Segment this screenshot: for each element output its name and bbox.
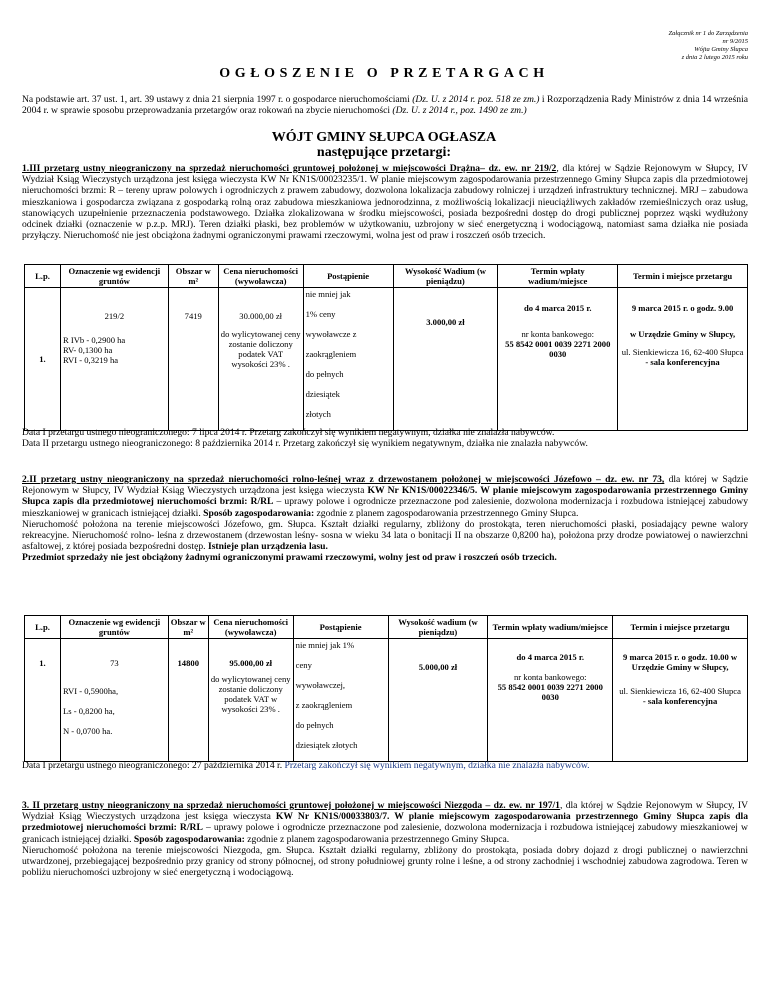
th-postapienie: Postąpienie <box>303 265 393 288</box>
deposit-value: 3.000,00 zł <box>426 317 465 327</box>
section-1-note-1: Data I przetargu ustnego nieograniczonego: 7 lipca 2014 r. Przetarg zakończył się wynikiem negatywnym, działka nie znalazła nabywców. <box>22 427 555 438</box>
annex-line: Wójta Gminy Słupca <box>694 46 748 53</box>
th-postapienie: Postąpienie <box>293 616 388 639</box>
intro-text: i Rozporządzenia Rady Ministrów z dnia 14 września 2004 r. w sprawie sposobu przeprowadzania przetargów oraz rokowań na zbycie nieruchomości <box>22 94 748 117</box>
th-wadium: Wysokość wadium (w pieniądzu) <box>388 616 488 639</box>
cell-lp <box>25 639 61 762</box>
section-2-kw: KW Nr KN1S/00022346/5. W planie miejscowym zagospodarowania przestrzennego Gminy Słupca zapis dla przedmiotowej nieruchomości brzmi: R/RL <box>22 485 748 508</box>
section-3-body: zgodnie z planem zagospodarowania przestrzennego Gminy Słupca. <box>244 833 510 845</box>
increment-line: nie mniej jak <box>305 289 351 299</box>
intro-ref: (Dz. U. z 2014 r., poz. 1490 ze zm.) <box>392 105 527 117</box>
increment-line: wywoławcze z <box>305 329 357 339</box>
th-oznaczenie: Oznaczenie wg ewidencji gruntów <box>60 265 168 288</box>
price-note: do wylicytowanej ceny zostanie doliczony podatek VAT w wysokości 23% . <box>210 674 291 714</box>
section-2-note-result: Przetarg zakończył się wynikiem negatywnym, działka nie znalazła nabywców. <box>284 760 590 771</box>
cell-oznaczenie <box>60 288 168 431</box>
cell-postapienie <box>303 288 393 431</box>
th-cena: Cena nieruchomości (wywoławcza) <box>218 265 303 288</box>
cell-termin-wplaty <box>488 639 613 762</box>
deposit-place: nr konta bankowego: <box>521 329 595 339</box>
document-title: OGŁOSZENIE O PRZETARGACH <box>219 66 549 81</box>
section-3-body: – uprawy polowe i ogrodnicze przeznaczone pod zalesienie, dozwolona modernizacja i rozbudowa istniejącej zabudowy mieszkaniowej w granicach istniejącej działki. <box>22 822 748 845</box>
auction-date: 9 marca 2015 r. o godz. 9.00 <box>631 303 734 313</box>
section-3-body: , dla której w Sądzie Rejonowym w Słupcy, IV Wydział Ksiąg Wieczystych urządzona jest księga wieczysta <box>22 800 748 823</box>
increment-line: dziesiątek <box>305 389 340 399</box>
deposit-date: do 4 marca 2015 r. <box>523 303 592 313</box>
section-3-text <box>22 800 748 878</box>
cell-wadium <box>393 288 498 431</box>
cell-termin <box>613 639 748 762</box>
section-2-note-date: Data I przetargu ustnego nieograniczonego: 27 października 2014 r. <box>22 760 285 771</box>
price-value: 95.000,00 zł <box>229 658 273 668</box>
annex-line: z dnia 2 lutego 2015 roku <box>681 54 748 61</box>
parcel-number: 73 <box>110 658 119 668</box>
heading-sub: następujące przetargi: <box>316 145 452 160</box>
table-header-row <box>25 265 748 288</box>
price-note: do wylicytowanej ceny zostanie doliczony podatek VAT wysokości 23% . <box>220 329 301 369</box>
increment-line: ceny <box>295 660 312 670</box>
table-header-row <box>25 616 748 639</box>
th-termin: Termin i miejsce przetargu <box>613 616 748 639</box>
increment-line: 1% ceny <box>305 309 336 319</box>
cell-obszar <box>168 639 208 762</box>
increment-line: złotych <box>305 409 331 419</box>
annex-line: nr 9/2015 <box>722 38 748 45</box>
area-value: 7419 <box>184 311 202 321</box>
table-2 <box>24 615 748 762</box>
auction-address: ul. Sienkiewicza 16, 62-400 Słupca <box>621 347 744 357</box>
section-1-note-2: Data II przetargu ustnego nieograniczonego: 8 października 2014 r. Przetarg zakończył się wynikiem negatywnym, działka nie znalazła nabywców. <box>22 438 588 449</box>
heading-announce: WÓJT GMINY SŁUPCA OGŁASZA <box>271 130 497 145</box>
section-2-note <box>22 760 748 771</box>
cell-oznaczenie <box>60 639 168 762</box>
auction-place: w Urzędzie Gminy w Słupcy, <box>629 329 736 339</box>
section-1-text <box>22 163 748 241</box>
table-1 <box>24 264 748 431</box>
cell-lp: 1. <box>25 288 61 431</box>
section-2-body: – uprawy polowe i ogrodnicze przeznaczone pod zalesienie, dozwolona modernizacja i rozbudowa istniejącej zabudowy mieszkaniowej w granicach istniejącej działki. <box>22 496 748 519</box>
intro-paragraph <box>22 94 748 116</box>
annex-line: Załącznik nr 1 do Zarządzenia <box>668 30 748 37</box>
soil-class: N - 0,0700 ha. <box>62 726 113 736</box>
deposit-value: 5.000,00 zł <box>418 662 458 672</box>
area-value: 14800 <box>177 658 199 668</box>
cell-postapienie <box>293 639 388 762</box>
section-2-body: Nieruchomość położona na terenie miejscowości Józefowo, gm. Słupca. Kształt działki regularny, zbliżony do prostokąta, teren nieruchomości płaski, posiadający pewne walory rekreacyjne. Nieruchomość rolno- leśna z drzewostanem (drzewostan leśny- sosna w wieku 34 lata o bonitacji II na obszarze 0,8200 ha), położona przy drodze powiatowej o nawierzchni asfaltowej, z której posiada bezpośredni dostęp. <box>22 518 748 553</box>
th-oznaczenie: Oznaczenie wg ewidencji gruntów <box>60 616 168 639</box>
soil-class: RVI - 0,5900ha, <box>62 686 119 696</box>
increment-line: nie mniej jak 1% <box>295 640 355 650</box>
section-2-lead: 2.II przetarg ustny nieograniczony na sprzedaż nieruchomości rolno-leśnej wraz z drzewostanem położonej w miejscowości Józefowo – dz. ew. nr 73, <box>22 474 665 485</box>
th-termin-wplaty: Termin wpłaty wadium/miejsce <box>488 616 613 639</box>
increment-line: do pełnych <box>305 369 344 379</box>
section-3-body: Nieruchomość położona na terenie miejscowości Niezgoda, gm. Słupca. Kształt działki regularny, zbliżony do prostokąta, posiada dobry dojazd z drogi publicznej o nawierzchni utwardzonej, przebiegającej bezpośrednio przy granicy od strony północnej, od strony południowej grunty rolne i leśne, a od strony zachodniej i wschodniej zabudowa zagrodowa. Teren w pobliżu nieruchomości uzbrojony w sieć energetyczną i wodociągową. <box>22 844 748 879</box>
section-2-body: dla której w Sądzie Rejonowym w Słupcy, IV Wydział Ksiąg Wieczystych urządzona jest księga wieczysta <box>22 474 748 497</box>
soil-class: RV- 0,1300 ha <box>62 345 113 355</box>
th-cena: Cena nieruchomości (wywoławcza) <box>208 616 293 639</box>
cell-wadium <box>388 639 488 762</box>
intro-text: Na podstawie art. 37 ust. 1, art. 39 ustawy z dnia 21 sierpnia 1997 r. o gospodarce nieruchomościami <box>22 94 413 105</box>
section-3-label: Sposób zagospodarowania: <box>133 833 245 845</box>
table-row <box>25 639 748 762</box>
section-2-encumbrance: Przedmiot sprzedaży nie jest obciążony żadnymi ograniczonymi prawami rzeczowymi, wolny jest od praw i roszczeń osób trzecich. <box>22 552 557 564</box>
annex-note <box>669 30 748 62</box>
increment-line: zaokrągleniem <box>305 349 357 359</box>
deposit-date: do 4 marca 2015 r. <box>516 652 585 662</box>
auction-date: 9 marca 2015 r. o godz. 10.00 w Urzędzie Gminy w Słupcy, <box>623 652 738 672</box>
th-termin-wplaty: Termin wpłaty wadium/miejsce <box>498 265 618 288</box>
deposit-place: nr konta bankowego: <box>513 672 587 682</box>
table-row <box>25 288 748 431</box>
bank-account: 55 8542 0001 0039 2271 2000 0030 <box>505 339 611 359</box>
section-2-forest-plan: Istnieje plan urządzenia lasu. <box>207 541 328 553</box>
auction-address: ul. Sienkiewicza 16, 62-400 Słupca <box>619 686 741 696</box>
cell-obszar <box>168 288 218 431</box>
th-obszar: Obszar w m² <box>168 616 208 639</box>
cell-termin-wplaty <box>498 288 618 431</box>
cell-cena <box>208 639 293 762</box>
soil-class: Ls - 0,8200 ha, <box>62 706 115 716</box>
section-3-lead: 3. II przetarg ustny nieograniczony na sprzedaż nieruchomości gruntowej położonej w miejscowości Niezgoda – dz. ew. nr 197/1 <box>22 800 560 811</box>
cell-termin <box>618 288 748 431</box>
th-termin: Termin i miejsce przetargu <box>618 265 748 288</box>
th-lp: L.p. <box>25 616 61 639</box>
section-2-body: zgodnie z planem zagospodarowania przestrzennego Gminy Słupca. <box>314 507 579 519</box>
section-2-label: Sposób zagospodarowania: <box>203 507 315 519</box>
intro-ref: (Dz. U. z 2014 r. poz. 518 ze zm.) <box>412 94 540 105</box>
parcel-number: 219/2 <box>104 311 125 321</box>
row-number: 1. <box>39 658 46 668</box>
section-1-lead: 1.III przetarg ustny nieograniczony na sprzedaż nieruchomości gruntowej położonej w miejscowości Drążna– dz. ew. nr 219/2 <box>22 163 557 174</box>
increment-line: z zaokrągleniem <box>295 700 353 710</box>
section-1-body: , dla której w Sądzie Rejonowym w Słupcy, IV Wydział Ksiąg Wieczystych urządzona jest księga wieczysta KW Nr KN1S/00023235/1. W planie miejscowym zagospodarowania przestrzennego Gminy Słupca zapis dla przedmiotowej nieruchomości brzmi: R – tereny upraw polowych i ogrodniczych z prawem zabudowy, dozwolona lokalizacja zabudowy rolniczej i urządzeń infrastruktury technicznej. MRJ – zabudowa mieszkaniowa i gospodarcza związana z gospodarką rolną oraz zabudowa mieszkaniowa jednorodzinna, z możliwością lokalizacji nieuciążliwych zakładów rzemieślniczych oraz usług, stanowiących uzupełnienie przeznaczenia podstawowego. Działka zlokalizowana w środku miejscowości, posiada bezpośredni dostęp do drogi publicznej poprzez wąski wydłużony odcinek działki (oznaczenie w p.z.p. MRJ). Teren działki płaski, bez problemów w użytkowaniu, uzbrojony w sieć energetyczną i wodociągową, natomiast sama działka nie posiada przyłączy. Nieruchomość nie jest obciążona żadnymi ograniczonymi prawami rzeczowymi, wolna jest od praw i roszczeń osób trzecich. <box>22 163 749 242</box>
price-value: 30.000,00 zł <box>239 311 283 321</box>
bank-account: 55 8542 0001 0039 2271 2000 0030 <box>497 682 603 702</box>
section-3-kw: KW Nr KN1S/00033803/7. W planie miejscowym zagospodarowania przestrzennego Gminy Słupca zapis dla przedmiotowej nieruchomości brzmi: R/RL <box>22 811 748 834</box>
section-2-text <box>22 474 748 564</box>
increment-line: do pełnych <box>295 720 334 730</box>
soil-class: RVI - 0,3219 ha <box>62 355 119 365</box>
auction-room: - sala konferencyjna <box>642 696 718 706</box>
th-obszar: Obszar w m² <box>168 265 218 288</box>
increment-line: dziesiątek złotych <box>295 740 358 750</box>
cell-cena <box>218 288 303 431</box>
increment-line: wywoławczej, <box>295 680 346 690</box>
th-lp: L.p. <box>25 265 61 288</box>
soil-class: R IVb - 0,2900 ha <box>62 335 126 345</box>
th-wadium: Wysokość Wadium (w pieniądzu) <box>393 265 498 288</box>
auction-room: - sala konferencyjna <box>645 357 720 367</box>
